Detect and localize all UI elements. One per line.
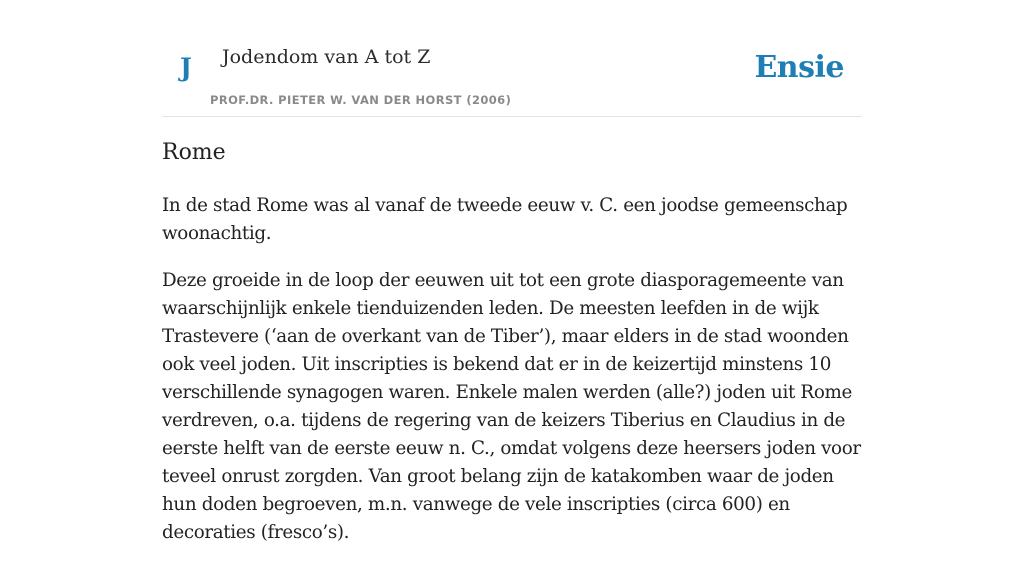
ensie-logo-link[interactable]: Ensie bbox=[754, 50, 844, 85]
article-paragraph: In de stad Rome was al vanaf de tweede eeuw v. C. een joodse gemeenschap woonachtig. bbox=[162, 194, 848, 244]
article bbox=[162, 138, 862, 566]
book-icon: J bbox=[180, 53, 192, 82]
article-paragraph: Deze groeide in de loop der eeuwen uit tot een grote diasporagemeente van waarschijnlijk enkele tienduizenden leden. De meesten leefden in de wijk Trastevere (‘aan de overkant van de Tiber’), maar elders in de stad woonden ook veel joden. Uit inscripties is bekend dat er in de keizertijd minstens 10 verschillende synagogen waren. Enkele malen werden (alle?) joden uit Rome verdreven, o.a. tijdens de regering van de keizers Tiberius en Claudius in de eerste helft van de eerste eeuw n. C., omdat volgens deze heersers joden voor teveel onrust zorgden. Van groot belang zijn de katakomben waar de joden hun doden begroeven, m.n. vanwege de vele inscripties (circa 600) en decoraties (fresco’s). bbox=[162, 269, 861, 543]
article-title: Rome bbox=[162, 140, 226, 165]
book-author: PROF.DR. PIETER W. VAN DER HORST (2006) bbox=[210, 93, 512, 107]
book-title-link[interactable]: Jodendom van A tot Z bbox=[222, 46, 431, 68]
header bbox=[162, 0, 862, 117]
